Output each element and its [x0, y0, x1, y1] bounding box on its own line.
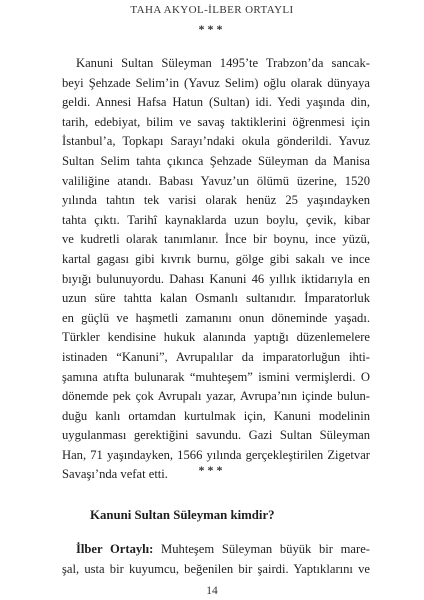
paragraph-line: istinaden “Kanuni”, Avrupalılar da imparatorluğun ihti- — [62, 349, 370, 364]
paragraph-line: Savaşı’nda vefat etti. — [62, 467, 168, 482]
paragraph-line: beyi Şehzade Selim’in (Yavuz Selim) oğlu olarak dünyaya — [62, 75, 370, 90]
dialog-line-1 — [62, 540, 370, 560]
paragraph-line: Sultan Selim tahta çıkınca Şehzade Süleyman da Manisa — [62, 153, 370, 168]
paragraph-line: en güçlü ve haşmetli zamanını onun döneminde yaşadı. — [62, 310, 370, 325]
paragraph-line: geldi. Annesi Hafsa Hatun (Sultan) idi. Yedi yaşında din, — [62, 95, 370, 110]
main-paragraph — [62, 54, 370, 485]
paragraph-line: İstanbul’a, Topkapı Sarayı’ndaki okula gönderildi. Yavuz — [62, 134, 370, 149]
dialog-text: Muhteşem Süleyman büyük bir mare- — [153, 542, 370, 556]
paragraph-line: duğu kanlı ortamdan kurtulmak için, Kanuni modelinin — [62, 408, 370, 423]
paragraph-line: Han, 71 yaşındayken, 1566 yılında gerçekleştirilen Zigetvar — [62, 447, 370, 462]
speaker-name: İlber Ortaylı: — [76, 542, 154, 556]
separator-bottom: *** — [198, 463, 226, 477]
paragraph-line: yılında tahtın tek varisi olarak henüz 25 yaşındayken — [62, 193, 370, 208]
paragraph-line: tahta çıktı. Tarihî kaynaklarda uzun boylu, çevik, kibar — [62, 212, 370, 227]
running-head-title: TAHA AKYOL-İLBER ORTAYLI — [130, 4, 294, 16]
paragraph-line: ve kudretli olarak tanımlanır. İnce bir boynu, ince yüzü, — [62, 232, 370, 247]
paragraph-line: dönemde pek çok Avrupalı yazar, Avrupa’nın içinde bulun- — [62, 389, 370, 404]
separator-top: *** — [198, 22, 226, 36]
paragraph-line: kartal gagası gibi kıvrık burnu, gölge gibi sakalı ve ince — [62, 251, 370, 266]
paragraph-line: bıyığı bulunuyordu. Dahası Kanuni 46 yıllık iktidarıyla en — [62, 271, 370, 286]
paragraph-line: Kanuni Sultan Süleyman 1495’te Trabzon’da sancak- — [76, 56, 370, 70]
dialog-paragraph — [62, 540, 370, 579]
paragraph-line: valiliğine atandı. Babası Yavuz’un ölümü üzerine, 1520 — [62, 173, 370, 188]
paragraph-line: uygulanması gerektiğini savundu. Gazi Sultan Süleyman — [62, 428, 370, 443]
paragraph-line: şamına atıfta bulunarak “muhteşem” ismini vermişlerdi. O — [62, 369, 370, 384]
dialog-line-2: şal, usta bir kuyumcu, beğenilen bir şairdi. Yaptıklarını ve — [62, 561, 370, 576]
paragraph-line: uzun süre tahtta kalan Osmanlı sultanıdır. İmparatorluk — [62, 291, 370, 306]
section-heading: Kanuni Sultan Süleyman kimdir? — [90, 508, 275, 522]
page-number: 14 — [206, 585, 218, 597]
paragraph-line: tarih, edebiyat, bilim ve savaş taktiklerini öğrenmesi için — [62, 114, 370, 129]
paragraph-line: Türkler kendisine hukuk alanında yaptığı düzenlemelere — [62, 330, 370, 345]
